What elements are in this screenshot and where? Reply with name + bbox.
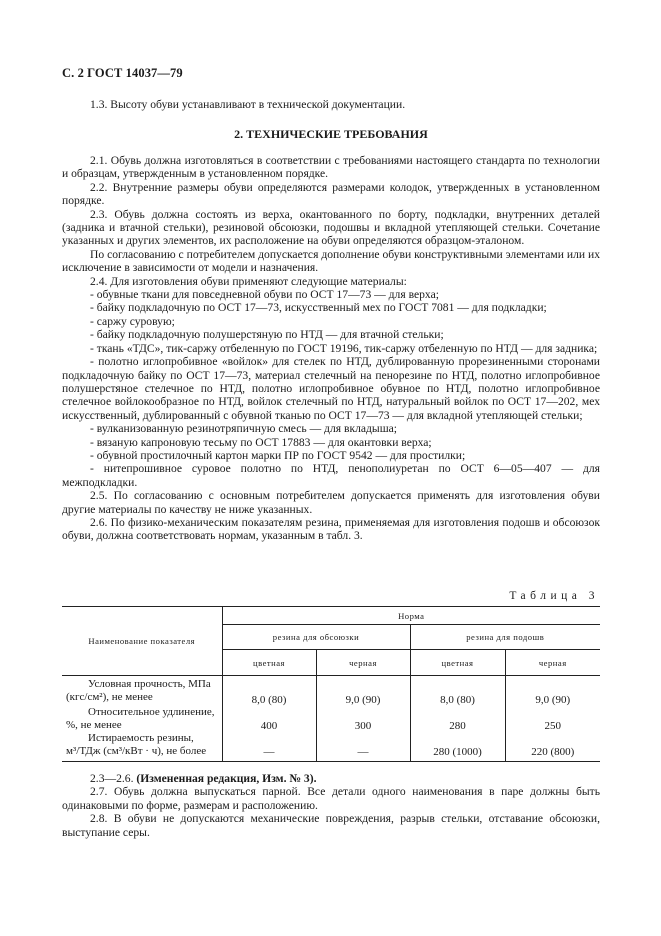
header-black: черная [316,650,410,676]
table-cell: 220 (800) [531,746,575,758]
material-item: - полотно иглопробивное «войлок» для стелек по НТД, дублированную прорезиненными сторонами подкладочную байку по ОСТ 17—73, материал стелечный на пенорезине по НТД, полотно иглопробивное полушерстяное стелечное по НТД, полотно иглопробивное обувное по НТД, полотно иглопробивное стелечное войлокообразное по НТД, войлок стелечный по НТД, натуральный войлок по ОСТ 17—202, мех искусственный, дублированный с обувной тканью по ОСТ 17—73 — для вкладной утепляющей стельки; [62,355,600,422]
table-cell: 8,0 (80) [410,676,505,706]
row-label-line: Условная прочность, МПа [88,678,211,691]
table-cell: 9,0 (90) [535,693,571,706]
paragraph-2-1: 2.1. Обувь должна изготовляться в соответствии с требованиями настоящего стандарта по технологии и образцам, утвержденным в установленном порядке. [62,154,600,181]
material-item: - вулканизованную резинотряпичную смесь — для вкладыша; [90,422,397,436]
table-3 [62,606,600,762]
page-header: С. 2 ГОСТ 14037—79 [62,66,183,80]
header-indicator: Наименование показателя [62,607,222,676]
row-label [62,732,222,762]
paragraph-2-8: 2.8. В обуви не допускаются механические повреждения, разрыв стельки, отставание обсоюзки, выступание серы. [62,812,600,839]
requirements-body [62,154,600,543]
table-row [62,676,600,706]
paragraph-2-7: 2.7. Обувь должна выпускаться парной. Все детали одного наименования в паре должны быть одинаковыми по форме, размерам и расположению. [62,785,600,812]
table-cell: — [316,732,410,762]
section-title: 2. ТЕХНИЧЕСКИЕ ТРЕБОВАНИЯ [234,127,428,141]
row-label-line: Истираемость резины, [88,732,194,745]
table-cell: — [222,732,316,762]
row-label-line: м³/ТДж (см³/кВт · ч), не более [66,744,207,757]
paragraph-1-3 [62,98,600,111]
edit-note [62,772,600,785]
table-row [62,732,600,762]
table-row [62,706,600,732]
edit-note-text: (Измененная редакция, Изм. № 3). [136,772,317,785]
paragraph-2-5: 2.5. По согласованию с основным потребителем допускается применять для изготовления обуви другие материалы по качеству не ниже указанных. [62,489,600,516]
paragraph-2-3-note: По согласованию с потребителем допускается дополнение обуви конструктивными элементами или их исключение в зависимости от модели и назначения. [62,247,600,275]
paragraph-2-4: 2.4. Для изготовления обуви применяют следующие материалы: [90,274,407,288]
header-rubber-obsoyuzki: резина для обсоюзки [222,625,410,650]
material-item: - байку подкладочную полушерстяную по НТД — для втачной стельки; [90,328,444,342]
material-item: - ткань «ТДС», тик-саржу отбеленную по ГОСТ 19196, тик-саржу отбеленную по НТД — для задника; [90,341,598,355]
material-item: - байку подкладочную по ОСТ 17—73, искусственный мех по ГОСТ 7081 — для подкладки; [90,301,547,315]
material-item: - саржу суровую; [90,314,175,328]
header-color: цветная [222,650,316,676]
edit-range: 2.3—2.6. [90,772,134,785]
paragraph-2-3: 2.3. Обувь должна состоять из верха, окантованного по борту, подкладки, внутренних деталей (задника и втачной стельки), резиновой обсоюзки, подошвы и вкладной утепляющей стельки. Сочетание указанных и других элементов, их расположение на обуви определяются образцом-эталоном. [62,207,600,248]
header-black: черная [505,650,600,676]
paragraph-2-6: 2.6. По физико-механическим показателям резина, применяемая для изготовления подошв и обсоюзок обуви, должна соответствовать нормам, указанным в табл. 3. [62,515,600,543]
header-norm: Норма [222,607,600,625]
table-caption: Таблица 3 [509,590,599,602]
row-label-line: %, не менее [66,718,122,731]
header-color: цветная [410,650,505,676]
paragraph-text: 1.3. Высоту обуви устанавливают в технической документации. [90,98,406,111]
row-label-line: Относительное удлинение, [88,706,215,718]
material-item: - обувные ткани для повседневной обуви по ОСТ 17—73 — для верха; [90,288,439,302]
header-rubber-podoshv: резина для подошв [410,625,600,650]
table-cell: 8,0 (80) [222,676,316,706]
material-item: - вязаную капроновую тесьму по ОСТ 17883 — для окантовки верха; [90,435,432,449]
table-cell: 280 [410,706,505,732]
table-cell: 9,0 (90) [316,676,410,706]
material-item: - нитепрошивное суровое полотно по НТД, пенополиуретан по ОСТ 6—05—407 — для межподкладки. [62,462,600,489]
material-item: - обувной простилочный картон марки ПР по ГОСТ 9542 — для простилки; [90,448,466,462]
row-label-line: (кгс/см²), не менее [66,690,153,703]
row-label [62,706,222,732]
row-label [62,676,222,706]
table-cell: 280 (1000) [410,732,505,762]
table-cell: 400 [222,706,316,732]
paragraph-2-2: 2.2. Внутренние размеры обуви определяются размерами колодок, утвержденных в установленном порядке. [62,180,600,208]
closing-section [62,772,600,839]
table-cell: 250 [544,719,561,732]
table-cell: 300 [316,706,410,732]
